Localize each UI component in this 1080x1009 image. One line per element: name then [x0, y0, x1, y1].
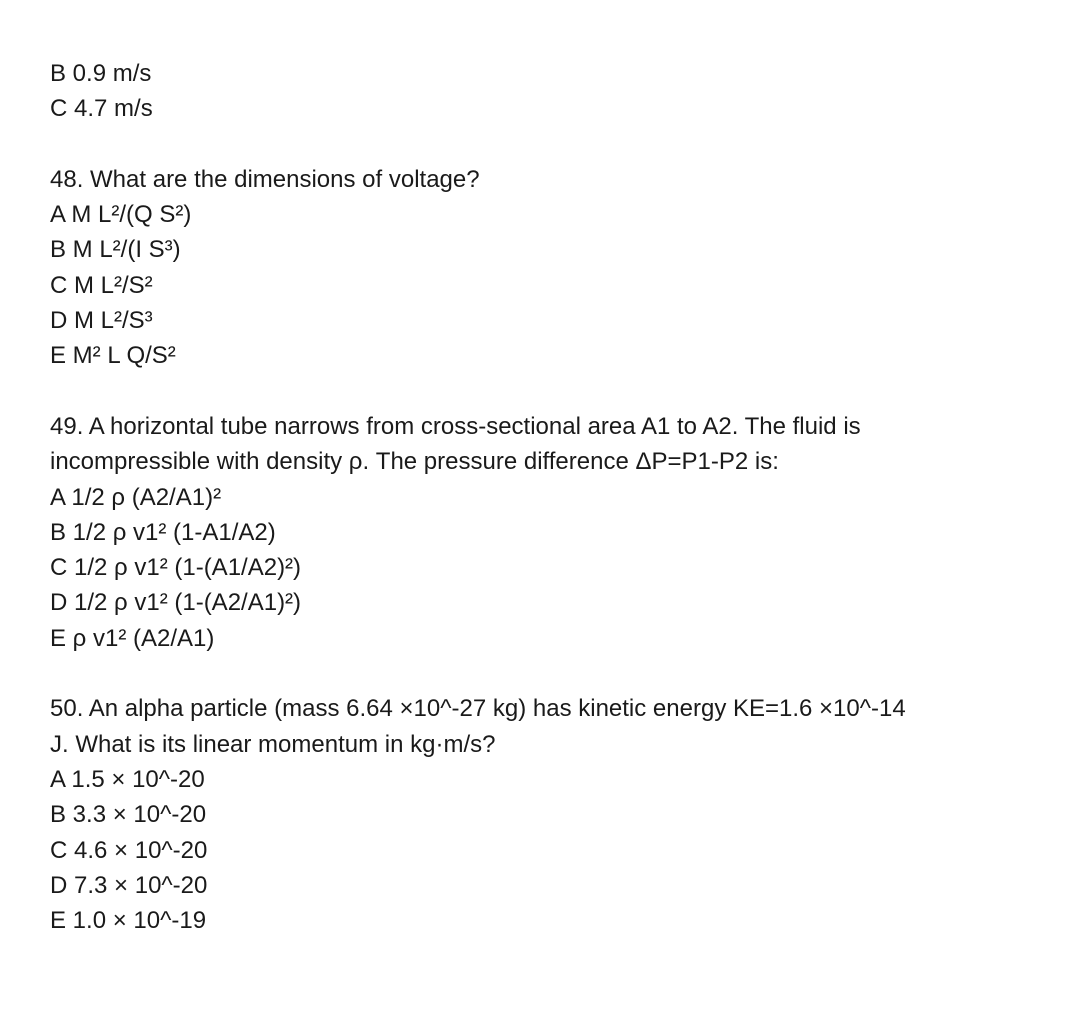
option-b: B 3.3 × 10^-20	[50, 801, 207, 829]
option-c: C M L²/S²	[50, 271, 153, 299]
spacer	[50, 656, 1050, 691]
option-e: E M² L Q/S²	[50, 342, 176, 370]
option-a: A M L²/(Q S²)	[50, 201, 192, 229]
option-e: E ρ v1² (A2/A1)	[50, 624, 215, 652]
option-b: B 0.9 m/s	[50, 60, 152, 87]
option-b: B 1/2 ρ v1² (1-A1/A2)	[50, 518, 276, 546]
question-48	[50, 162, 1050, 374]
option-a: A 1.5 × 10^-20	[50, 765, 205, 793]
spacer	[50, 374, 1050, 409]
option-e: E 1.0 × 10^-19	[50, 907, 207, 935]
option-c: C 4.7 m/s	[50, 95, 153, 123]
option-c: C 1/2 ρ v1² (1-(A1/A2)²)	[50, 554, 302, 582]
option-c: C 4.6 × 10^-20	[50, 836, 208, 864]
continued-options	[50, 56, 1050, 127]
option-d: D 1/2 ρ v1² (1-(A2/A1)²)	[50, 589, 302, 617]
question-49	[50, 409, 1050, 656]
option-b: B M L²/(I S³)	[50, 236, 181, 264]
option-d: D M L²/S³	[50, 307, 153, 335]
question-text-line-1: 50. An alpha particle (mass 6.64 ×10^-27 kg) has kinetic energy KE=1.6 ×10^-14	[50, 695, 906, 723]
question-text-line-1: 49. A horizontal tube narrows from cross-sectional area A1 to A2. The fluid is	[50, 412, 861, 440]
document-page	[50, 56, 1050, 938]
option-d: D 7.3 × 10^-20	[50, 871, 208, 899]
question-text-line-2: J. What is its linear momentum in kg·m/s?	[50, 730, 496, 758]
question-text: 48. What are the dimensions of voltage?	[50, 165, 480, 193]
question-text-line-2: incompressible with density ρ. The pressure difference ΔP=P1-P2 is:	[50, 448, 779, 476]
option-a: A 1/2 ρ (A2/A1)²	[50, 483, 222, 511]
question-50	[50, 691, 1050, 938]
spacer	[50, 127, 1050, 162]
